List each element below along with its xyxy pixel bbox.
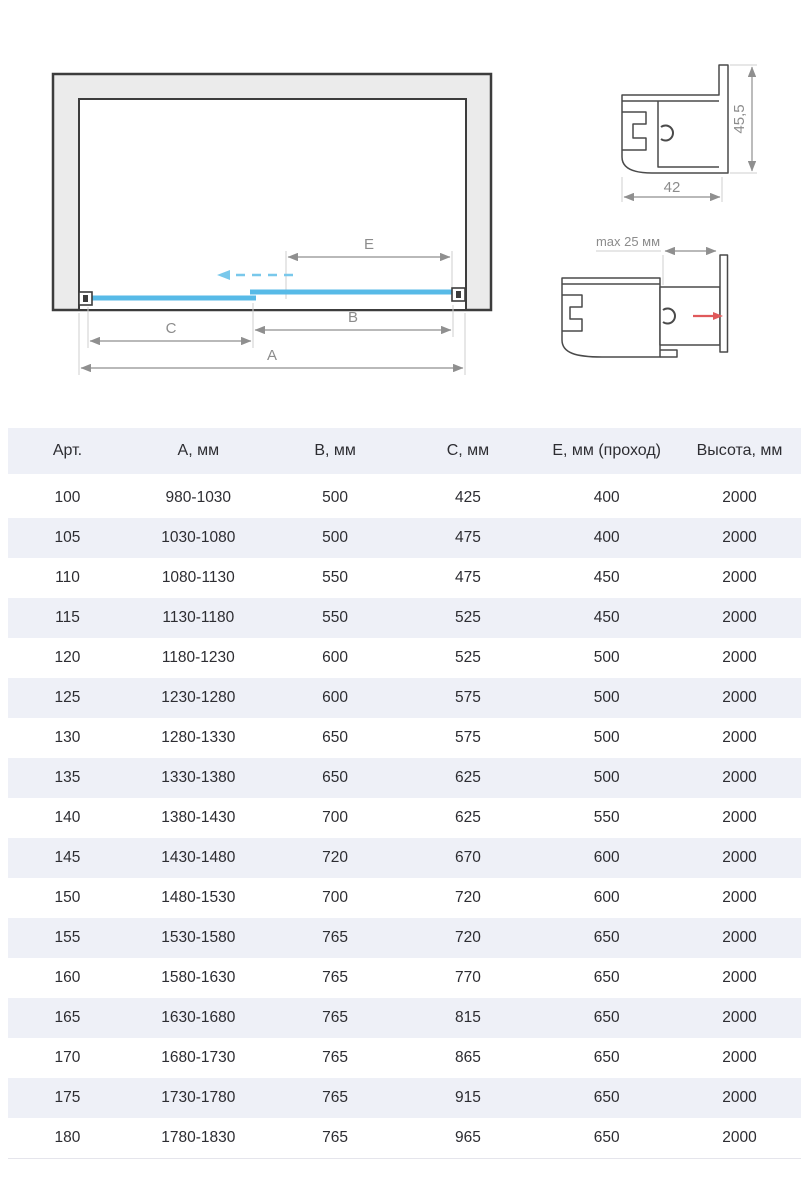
- table-cell: 2000: [678, 678, 801, 718]
- table-cell: 765: [270, 998, 401, 1038]
- dim-label-b: B: [347, 309, 359, 326]
- table-cell: 2000: [678, 998, 801, 1038]
- table-row: [8, 878, 801, 918]
- table-cell: 700: [270, 798, 401, 838]
- table-cell: 2000: [678, 638, 801, 678]
- table-row: [8, 558, 801, 598]
- table-cell: 2000: [678, 718, 801, 758]
- table-cell: 2000: [678, 1118, 801, 1159]
- table-cell: 765: [270, 918, 401, 958]
- size-spec-table: [8, 428, 801, 1159]
- table-row: [8, 918, 801, 958]
- column-header: Е, мм (проход): [535, 428, 678, 478]
- table-cell: 1230-1280: [127, 678, 270, 718]
- table-row: [8, 678, 801, 718]
- table-cell: 2000: [678, 478, 801, 518]
- wall-fin: [720, 255, 728, 352]
- table-cell: 600: [270, 638, 401, 678]
- table-cell: 400: [535, 478, 678, 518]
- table-cell: 550: [270, 558, 401, 598]
- table-cell: 2000: [678, 878, 801, 918]
- corner-profile-section: [622, 65, 757, 202]
- front-view-diagram: [53, 74, 491, 375]
- table-cell: 2000: [678, 598, 801, 638]
- table-row: [8, 998, 801, 1038]
- profile-width-dim-label: 42: [663, 179, 681, 196]
- table-row: [8, 758, 801, 798]
- table-cell: 500: [535, 718, 678, 758]
- table-cell: 160: [8, 958, 127, 998]
- table-cell: 1130-1180: [127, 598, 270, 638]
- table-cell: 2000: [678, 1078, 801, 1118]
- table-cell: 550: [270, 598, 401, 638]
- table-cell: 170: [8, 1038, 127, 1078]
- profile-silhouette: [622, 65, 728, 173]
- table-header-row: [8, 428, 801, 478]
- table-row: [8, 958, 801, 998]
- table-row: [8, 1038, 801, 1078]
- table-cell: 765: [270, 958, 401, 998]
- table-row: [8, 838, 801, 878]
- table-cell: 600: [535, 878, 678, 918]
- table-cell: 175: [8, 1078, 127, 1118]
- column-header: В, мм: [270, 428, 401, 478]
- table-cell: 765: [270, 1118, 401, 1159]
- column-header: Высота, мм: [678, 428, 801, 478]
- table-row: [8, 518, 801, 558]
- table-cell: 500: [270, 518, 401, 558]
- table-cell: 525: [401, 638, 536, 678]
- table-cell: 650: [535, 1038, 678, 1078]
- table-cell: 1530-1580: [127, 918, 270, 958]
- table-body: [8, 478, 801, 1159]
- table-cell: 625: [401, 758, 536, 798]
- table-cell: 2000: [678, 838, 801, 878]
- dim-label-c: C: [165, 320, 177, 337]
- table-cell: 500: [535, 678, 678, 718]
- table-cell: 650: [270, 718, 401, 758]
- table-cell: 140: [8, 798, 127, 838]
- table-cell: 110: [8, 558, 127, 598]
- column-header: Арт.: [8, 428, 127, 478]
- table-cell: 180: [8, 1118, 127, 1159]
- table-cell: 1580-1630: [127, 958, 270, 998]
- column-header: А, мм: [127, 428, 270, 478]
- table-cell: 1680-1730: [127, 1038, 270, 1078]
- table-cell: 600: [270, 678, 401, 718]
- table-row: [8, 798, 801, 838]
- table-cell: 650: [535, 1118, 678, 1159]
- table-cell: 2000: [678, 958, 801, 998]
- table-cell: 765: [270, 1038, 401, 1078]
- table-cell: 575: [401, 718, 536, 758]
- table-cell: 120: [8, 638, 127, 678]
- table-cell: 1730-1780: [127, 1078, 270, 1118]
- table-cell: 165: [8, 998, 127, 1038]
- table-cell: 1480-1530: [127, 878, 270, 918]
- table-cell: 700: [270, 878, 401, 918]
- table-cell: 145: [8, 838, 127, 878]
- table-cell: 650: [535, 998, 678, 1038]
- table-cell: 1780-1830: [127, 1118, 270, 1159]
- table-cell: 475: [401, 558, 536, 598]
- table-cell: 720: [401, 918, 536, 958]
- niche-opening: [79, 99, 466, 310]
- table-cell: 1280-1330: [127, 718, 270, 758]
- table-cell: 475: [401, 518, 536, 558]
- table-row: [8, 1078, 801, 1118]
- table-cell: 2000: [678, 518, 801, 558]
- wall-profile-silhouette: [562, 278, 660, 357]
- table-cell: 155: [8, 918, 127, 958]
- table-cell: 1080-1130: [127, 558, 270, 598]
- table-row: [8, 638, 801, 678]
- table-cell: 2000: [678, 918, 801, 958]
- table-cell: 525: [401, 598, 536, 638]
- table-cell: 575: [401, 678, 536, 718]
- table-cell: 105: [8, 518, 127, 558]
- table-row: [8, 598, 801, 638]
- table-cell: 130: [8, 718, 127, 758]
- table-cell: 425: [401, 478, 536, 518]
- table-cell: 650: [535, 1078, 678, 1118]
- dim-label-e: E: [363, 236, 375, 253]
- table-cell: 1180-1230: [127, 638, 270, 678]
- table-head: [8, 428, 801, 478]
- table-cell: 815: [401, 998, 536, 1038]
- table-cell: 450: [535, 558, 678, 598]
- table-cell: 965: [401, 1118, 536, 1159]
- table-cell: 550: [535, 798, 678, 838]
- table-cell: 1630-1680: [127, 998, 270, 1038]
- table-cell: 100: [8, 478, 127, 518]
- table-cell: 2000: [678, 798, 801, 838]
- table-cell: 500: [270, 478, 401, 518]
- table-cell: 450: [535, 598, 678, 638]
- column-header: С, мм: [401, 428, 536, 478]
- table-cell: 720: [401, 878, 536, 918]
- table-cell: 1380-1430: [127, 798, 270, 838]
- table-cell: 670: [401, 838, 536, 878]
- table-cell: 650: [535, 958, 678, 998]
- table-cell: 500: [535, 758, 678, 798]
- table-cell: 500: [535, 638, 678, 678]
- adjustable-profile-section: [562, 234, 728, 357]
- table-cell: 865: [401, 1038, 536, 1078]
- table-cell: 650: [270, 758, 401, 798]
- table-cell: 720: [270, 838, 401, 878]
- table-cell: 765: [270, 1078, 401, 1118]
- table-cell: 600: [535, 838, 678, 878]
- table-cell: 1330-1380: [127, 758, 270, 798]
- table-cell: 915: [401, 1078, 536, 1118]
- table-cell: 2000: [678, 1038, 801, 1078]
- table-cell: 400: [535, 518, 678, 558]
- table-cell: 2000: [678, 558, 801, 598]
- table-cell: 1030-1080: [127, 518, 270, 558]
- table-cell: 770: [401, 958, 536, 998]
- technical-drawing: [0, 0, 809, 420]
- profile-height-dim-label: 45,5: [731, 104, 748, 134]
- adjust-dim-label: max 25 мм: [595, 234, 661, 249]
- table-cell: 2000: [678, 758, 801, 798]
- table-cell: 650: [535, 918, 678, 958]
- table-cell: 125: [8, 678, 127, 718]
- table-cell: 980-1030: [127, 478, 270, 518]
- table-cell: 625: [401, 798, 536, 838]
- table-row: [8, 718, 801, 758]
- dim-label-a: A: [266, 347, 278, 364]
- table-cell: 150: [8, 878, 127, 918]
- table-cell: 1430-1480: [127, 838, 270, 878]
- table-cell: 135: [8, 758, 127, 798]
- table-row: [8, 1118, 801, 1159]
- table-row: [8, 478, 801, 518]
- table-cell: 115: [8, 598, 127, 638]
